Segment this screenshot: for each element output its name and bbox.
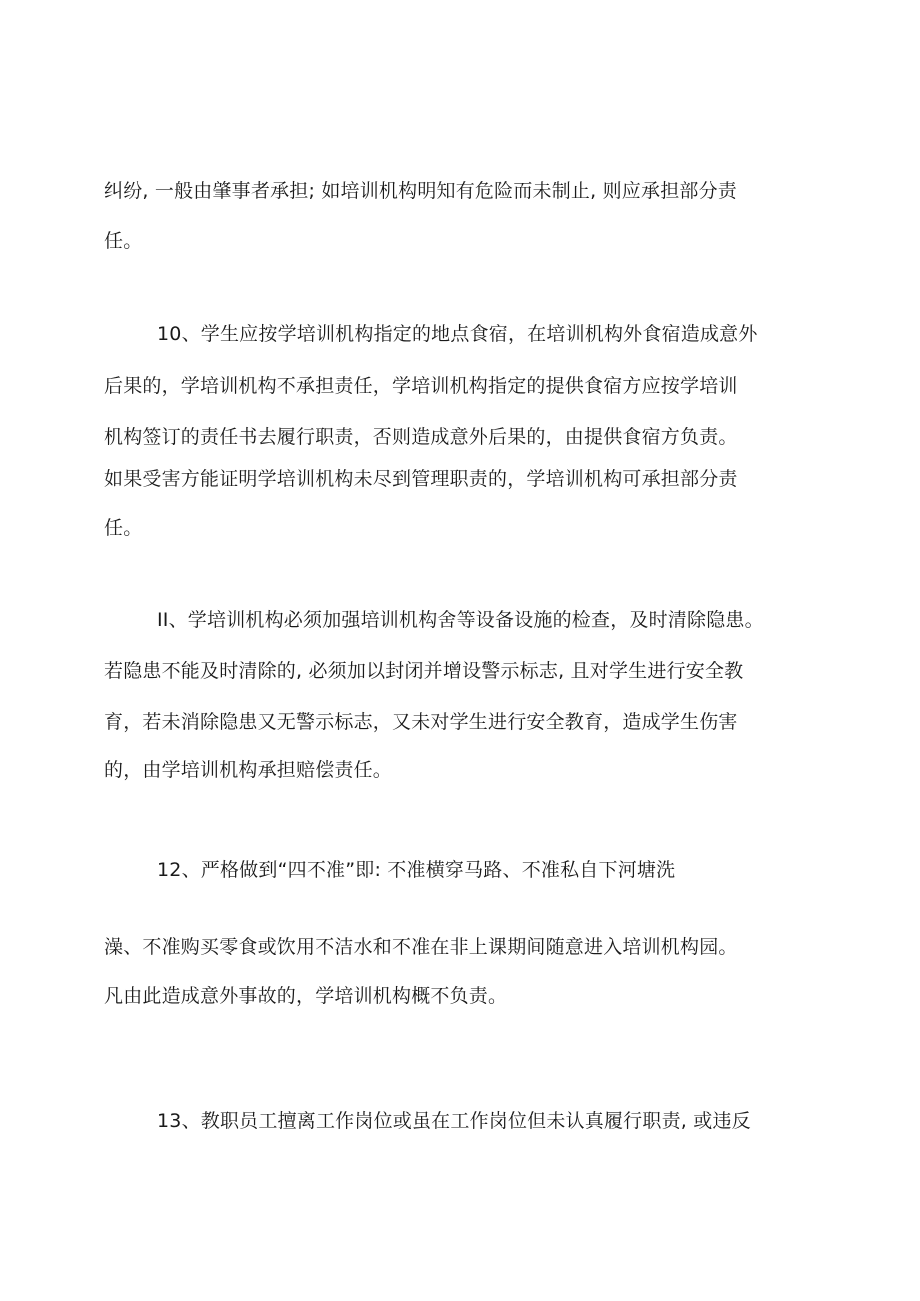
text-line: 如果受害方能证明学培训机构未尽到管理职责的，学培训机构可承担部分责 <box>104 468 738 490</box>
paragraph-12-line: 12、严格做到“四不准”即: 不准横穿马路、不准私自下河塘洗 <box>157 859 676 881</box>
text-line: 任。 <box>104 517 143 539</box>
paragraph-13-line: 13、教职员工擅离工作岗位或虽在工作岗位但未认真履行职责, 或违反 <box>157 1110 751 1132</box>
paragraph-10-line: 10、学生应按学培训机构指定的地点食宿，在培训机构外食宿造成意外 <box>157 323 758 345</box>
text-line: 若隐患不能及时清除的, 必须加以封闭并增设警示标志, 且对学生进行安全教 <box>104 660 744 682</box>
text-line: 任。 <box>104 230 143 252</box>
text-line: 后果的，学培训机构不承担责任，学培训机构指定的提供食宿方应按学培训 <box>104 375 738 397</box>
text-line: 的，由学培训机构承担赔偿责任。 <box>104 759 393 781</box>
text-line: 纠纷, 一般由肇事者承担; 如培训机构明知有危险而未制止, 则应承担部分责 <box>104 180 738 202</box>
text-line: 凡由此造成意外事故的，学培训机构概不负责。 <box>104 985 508 1007</box>
text-line: 机构签订的责任书去履行职责，否则造成意外后果的，由提供食宿方负责。 <box>104 426 738 448</box>
text-line: 澡、不准购买零食或饮用不洁水和不准在非上课期间随意进入培训机构园。 <box>104 936 738 958</box>
paragraph-11-line: II、学培训机构必须加强培训机构舍等设备设施的检查，及时清除隐患。 <box>157 609 764 631</box>
text-line: 育，若未消除隐患又无警示标志，又未对学生进行安全教育，造成学生伤害 <box>104 711 738 733</box>
